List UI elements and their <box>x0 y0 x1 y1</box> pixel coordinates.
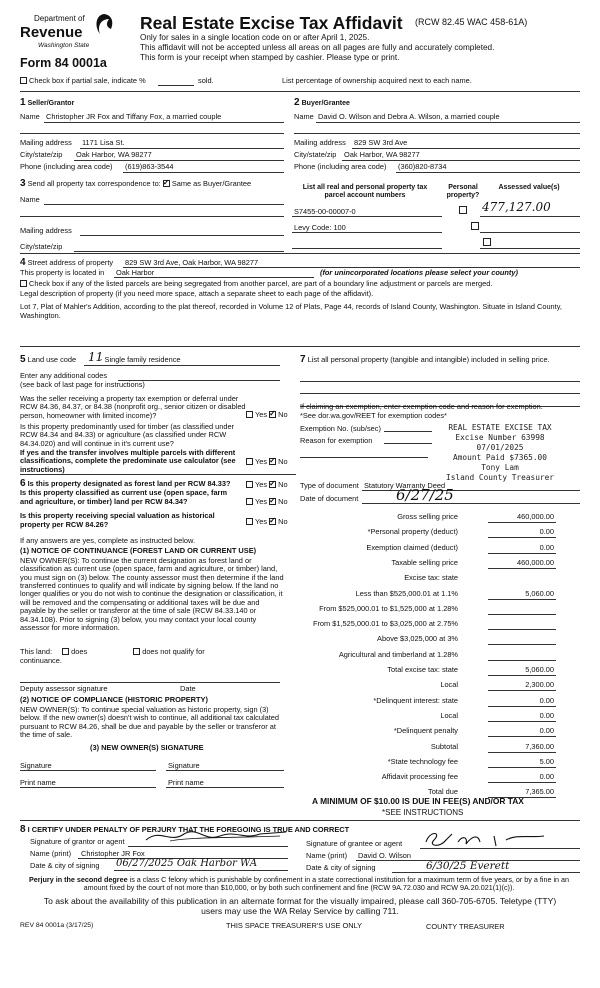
partial-sale-row <box>20 77 146 86</box>
seller-name[interactable]: Christopher JR Fox and Tiffany Fox, a married couple <box>46 112 222 121</box>
unincorporated-note: (for unincorporated locations please select your county) <box>320 268 518 277</box>
partial-sale-label: Check box if partial sale, indicate % <box>29 76 146 85</box>
calc-label: Affidavit processing fee <box>381 772 458 782</box>
document-date-label: Date of document <box>300 494 359 503</box>
land-does-checkbox[interactable] <box>62 648 69 655</box>
section4-num: 4 <box>20 257 26 268</box>
buyer-phone[interactable]: (360)820-8734 <box>398 162 447 171</box>
document-date[interactable]: 6/27/25 <box>396 486 454 504</box>
perjury-bold: Perjury in the second degree <box>28 875 128 884</box>
calc-label: Excise tax: state <box>404 573 458 583</box>
located-label: This property is located in <box>20 268 105 277</box>
calc-label: Above $3,025,000 at 3% <box>377 634 458 644</box>
grantee-name[interactable]: David O. Wilson <box>358 851 411 860</box>
owner-print-label-2: Print name <box>168 778 204 787</box>
historic-yes-checkbox[interactable] <box>246 518 253 525</box>
land-use-code[interactable]: 11 <box>88 350 104 364</box>
current-use-yes-no: Yes ✓ No <box>246 498 288 507</box>
land-use-label: Land use code <box>27 355 77 364</box>
personal-checkbox-2[interactable] <box>471 222 479 230</box>
section5-num: 5 <box>20 354 26 365</box>
grantee-signature[interactable] <box>420 828 560 850</box>
stamp-line6: Island County Treasurer <box>446 473 554 482</box>
street-row <box>20 257 113 269</box>
timber-question: Is this property predominantly used for timber (as classified under RCW 84.34 and 84.33) or agriculture (as classified under RCW 84.34.020) and will continue in it's current use? <box>20 422 235 448</box>
grantor-signature[interactable] <box>140 826 290 846</box>
forest-yes-checkbox[interactable] <box>246 481 253 488</box>
personal-checkbox-3[interactable] <box>483 238 491 246</box>
current-use-no-checkbox[interactable] <box>269 498 276 505</box>
buyer-mail-label: Mailing address <box>294 138 346 147</box>
personal-col-header: Personal property? <box>446 184 480 200</box>
correspondence-row <box>20 178 251 190</box>
header-note1: Only for sales in a single location code on or after April 1, 2025. <box>140 33 370 42</box>
parcel-number-1[interactable]: S7455-00-00007-0 <box>294 207 356 216</box>
grantor-signature-label: Signature of grantor or agent <box>30 837 125 846</box>
legal-description[interactable]: Lot 7, Plat of Mahler's Addition, according to the plat thereof, recorded in Volume 12 of Plats, Page 44, records of Island County, Washington. Situate in Island County, Washington. <box>20 302 562 320</box>
calc-label: Local <box>440 680 458 690</box>
form-number: Form 84 0001a <box>20 56 107 70</box>
forest-question: 6 Is this property designated as forest land per RCW 84.33? <box>20 478 231 489</box>
buyer-city-label: City/state/zip <box>294 150 337 159</box>
seller-phone[interactable]: (619)863-3544 <box>125 162 174 171</box>
land-use-row <box>20 354 76 366</box>
segregation-row <box>20 280 492 289</box>
agency-line2: Revenue <box>20 24 83 41</box>
historic-no-checkbox[interactable] <box>269 518 276 525</box>
calc-value[interactable]: 0.00 <box>539 695 554 705</box>
property-street[interactable]: 829 SW 3rd Ave, Oak Harbor, WA 98277 <box>125 258 259 267</box>
segregation-label: Check box if any of the listed parcels are being segregated from another parcel, are part of a boundary line adjustment or parcels are merged. <box>29 279 493 288</box>
buyer-num: 2 <box>294 97 300 108</box>
buyer-name[interactable]: David O. Wilson and Debra A. Wilson, a married couple <box>318 112 500 121</box>
seller-city-label: City/state/zip <box>20 150 63 159</box>
notice1-title: (1) NOTICE OF CONTINUANCE (FOREST LAND OR CURRENT USE) <box>20 546 257 555</box>
see-instructions: *SEE INSTRUCTIONS <box>382 808 464 817</box>
section6-num: 6 <box>20 478 26 489</box>
land-use-desc: - Single family residence <box>100 355 181 364</box>
calc-label: Agricultural and timberland at 1.28% <box>338 649 458 659</box>
seller-mail[interactable]: 1171 Lisa St. <box>82 138 125 147</box>
certify-label: I CERTIFY UNDER PENALTY OF PERJURY THAT THE FOREGOING IS TRUE AND CORRECT <box>27 825 350 834</box>
agency-line3: Washington State <box>38 42 90 49</box>
parcel-col-header: List all real and personal property tax parcel account numbers <box>302 184 428 200</box>
section3-name-label: Name <box>20 195 40 204</box>
stamp-line3: 07/01/2025 <box>476 443 524 452</box>
calc-value[interactable]: 5.00 <box>539 756 554 766</box>
calc-label: *State technology fee <box>387 756 458 766</box>
grantee-date-city[interactable]: 6/30/25 Everett <box>426 860 510 872</box>
owner-print-label-1: Print name <box>20 778 56 787</box>
timber-no-checkbox[interactable] <box>269 458 276 465</box>
calc-value[interactable]: 0.00 <box>539 726 554 736</box>
partial-sale-checkbox[interactable] <box>20 77 27 84</box>
buyer-name-label: Name <box>294 112 314 121</box>
same-as-buyer-checkbox[interactable] <box>163 180 170 187</box>
timber-multi-parcel: If yes and the transfer involves multiple parcels with different classifications, complete the predominate use calculator (see instructions) <box>20 448 236 474</box>
treasurer-use-label: THIS SPACE TREASURER'S USE ONLY <box>226 921 363 930</box>
calc-label: Gross selling price <box>397 512 458 521</box>
dor-swirl-icon <box>92 12 116 40</box>
historic-yes-no: Yes ✓ No <box>246 518 288 527</box>
calc-label: From $525,000.01 to $1,525,000 at 1.28% <box>319 603 458 613</box>
stamp-line4: Amount Paid $7365.00 <box>453 453 547 462</box>
perjury-notice <box>18 876 580 893</box>
calc-value[interactable]: 7,365.00 <box>525 787 554 797</box>
treasurer-stamp <box>430 423 570 483</box>
timber-yes-no: Yes ✓ No <box>246 458 288 467</box>
seller-name-label: Name <box>20 112 40 121</box>
forest-no-checkbox[interactable] <box>269 481 276 488</box>
minimum-note: A MINIMUM OF $10.00 IS DUE IN FEE(S) AND/OR TAX <box>312 796 524 806</box>
form-citation: (RCW 82.45 WAC 458-61A) <box>415 17 528 27</box>
document-type-label: Type of document <box>300 481 359 490</box>
grantee-name-label: Name (print) <box>306 851 348 860</box>
buyer-heading <box>294 97 350 109</box>
calc-label: Less than $525,000.01 at 1.1% <box>355 588 458 598</box>
deputy-date-label: Date <box>180 684 196 693</box>
if-yes-note: If any answers are yes, complete as instructed below. <box>20 536 195 545</box>
street-label: Street address of property <box>27 258 114 267</box>
seller-mail-label: Mailing address <box>20 138 72 147</box>
stamp-line5: Tony Lam <box>481 463 519 472</box>
calc-value[interactable]: 5,060.00 <box>525 665 554 674</box>
same-as-buyer-label: Same as Buyer/Grantee <box>171 179 252 188</box>
continuance-label: continuance. <box>20 656 62 665</box>
section8-num: 8 <box>20 824 26 835</box>
buyer-heading-label: Buyer/Grantee <box>301 100 350 107</box>
seller-phone-label: Phone (including area code) <box>20 162 113 171</box>
seller-num: 1 <box>20 97 26 108</box>
grantor-name[interactable]: Christopher JR Fox <box>81 849 145 858</box>
personal-property-label: 7 List all personal property (tangible and intangible) included in selling price. <box>300 354 550 365</box>
buyer-phone-label: Phone (including area code) <box>294 162 387 171</box>
partial-sold-label: sold. <box>198 76 214 85</box>
exemption-no-checkbox[interactable] <box>269 411 276 418</box>
forest-yes-no: Yes ✓ No <box>246 481 288 490</box>
additional-codes-label: Enter any additional codes <box>20 371 108 380</box>
calc-value[interactable]: 460,000.00 <box>517 512 554 521</box>
owner-signature-label-2: Signature <box>168 761 200 770</box>
perjury-text: is a class C felony which is punishable by confinement in a state correctional institution for a maximum term of five years, or by a fine in an amount fixed by the court of not more than $10,000, or by both such confinement and fine (RCW 9A.72.030 and RCW 9A.20.021(1)(c)). <box>83 875 570 893</box>
timber-yes-checkbox[interactable] <box>246 458 253 465</box>
document-type[interactable]: Statutory Warranty Deed <box>364 481 446 490</box>
grantor-date-city[interactable]: 06/27/2025 Oak Harbor WA <box>116 858 258 869</box>
calc-label: Total due <box>428 787 458 797</box>
dor-logo <box>20 14 120 60</box>
assessed-value-1[interactable]: 477,127.00 <box>482 200 551 214</box>
seller-city[interactable]: Oak Harbor, WA 98277 <box>76 150 152 159</box>
buyer-city[interactable]: Oak Harbor, WA 98277 <box>344 150 420 159</box>
notice3-title: (3) NEW OWNER(S) SIGNATURE <box>90 743 204 752</box>
stamp-line1: REAL ESTATE EXCISE TAX <box>448 423 552 432</box>
legal-label: Legal description of property (if you need more space, attach a separate sheet to each page of the affidavit). <box>20 289 374 298</box>
calc-label: From $1,525,000.01 to $3,025,000 at 2.75% <box>312 619 458 629</box>
calc-value[interactable]: 0.00 <box>539 710 554 720</box>
county-treasurer-label: COUNTY TREASURER <box>426 922 505 931</box>
revision-label: REV 84 0001a (3/17/25) <box>20 922 94 929</box>
calc-value[interactable]: 0.00 <box>539 542 554 552</box>
alternate-format-note: To ask about the availability of this publication in an alternate format for the visually impaired, please call 360-705-6705. Teletype (TTY) users may use the WA Relay Service by calling 711. <box>43 896 557 916</box>
calc-label: Total excise tax: state <box>387 665 458 674</box>
form-title: Real Estate Excise Tax Affidavit <box>140 13 403 33</box>
calc-value[interactable]: 0.00 <box>539 527 554 537</box>
grantor-name-label: Name (print) <box>30 849 72 858</box>
calc-value[interactable]: 7,360.00 <box>525 741 554 751</box>
agency-line1: Department of <box>34 14 85 23</box>
calc-value[interactable]: 2,300.00 <box>525 680 554 690</box>
additional-codes-note: (see back of last page for instructions) <box>20 380 145 389</box>
stamp-line2: Excise Number 63998 <box>455 433 545 442</box>
calc-label: Subtotal <box>430 741 458 751</box>
historic-question: Is this property receiving special valuation as historical property per RCW 84.26? <box>20 511 215 529</box>
correspondence-label: Send all property tax correspondence to: <box>27 179 161 188</box>
seller-heading <box>20 97 74 109</box>
calc-value[interactable]: 5,060.00 <box>525 588 554 598</box>
grantee-signature-label: Signature of grantee or agent <box>306 839 403 848</box>
calc-label: Taxable selling price <box>391 557 458 567</box>
current-use-question: Is this property classified as current use (open space, farm and agriculture, or timber) land per RCW 84.34? <box>20 488 228 506</box>
segregation-checkbox[interactable] <box>20 280 27 287</box>
header-note2: This affidavit will not be accepted unless all areas on all pages are fully and accurately completed. <box>140 43 495 52</box>
exemption-number-label: Exemption No. (sub/sec) <box>300 424 381 433</box>
section3-city-label: City/state/zip <box>20 242 63 251</box>
land-does-not-checkbox[interactable] <box>133 648 140 655</box>
grantee-date-label: Date & city of signing <box>306 863 376 872</box>
buyer-mail[interactable]: 829 SW 3rd Ave <box>354 138 408 147</box>
exemption-yes-no: Yes ✓ No <box>246 411 288 420</box>
grantor-date-label: Date & city of signing <box>30 861 100 870</box>
deputy-signature-label: Deputy assessor signature <box>20 684 108 693</box>
notice2-body: NEW OWNER(S): To continue special valuation as historic property, sign (3) below. If the new owner(s) doesn't wish to continue, all additional tax calculated pursuant to RCW 84.26, shall be due and payable by the seller or transferor at the time of sale. <box>20 705 280 740</box>
notice1-body: NEW OWNER(S): To continue the current designation as forest land or classification as current use (open space, farm and agriculture, or timber) land, you must sign on (3) below. The county assessor must then determine if the land transferred continues to qualify and will indicate by signing below. If the land no longer qualifies or you do not wish to continue the designation or classification, it will be removed and the compensating or additional taxes will be due and payable by the seller or transferor at the time of sale (RCW 84.33.140 or 84.34.108). Prior to signing (3) below, you may contact your local county assessor for more information. <box>20 556 284 632</box>
exemption-yes-checkbox[interactable] <box>246 411 253 418</box>
section7-num: 7 <box>300 354 306 365</box>
notice2-title: (2) NOTICE OF COMPLIANCE (HISTORIC PROPERTY) <box>20 695 208 704</box>
calc-label: *Personal property (deduct) <box>367 527 458 537</box>
owner-signature-label-1: Signature <box>20 761 52 770</box>
calc-label: *Delinquent penalty <box>393 726 458 736</box>
exemption-reason-label: Reason for exemption <box>300 436 373 445</box>
current-use-yes-checkbox[interactable] <box>246 498 253 505</box>
calc-label: Local <box>440 710 458 720</box>
exemption-question: Was the seller receiving a property tax exemption or deferral under RCW 84.36, 84.37, or 84.38 (nonprofit org., senior citizen or disabled person, homeowner with limited income)? <box>20 394 246 420</box>
section3-mail-label: Mailing address <box>20 226 72 235</box>
section3-num: 3 <box>20 178 26 189</box>
partial-right-note: List percentage of ownership acquired next to each name. <box>282 76 472 85</box>
calc-label: Exemption claimed (deduct) <box>366 542 458 552</box>
calc-value[interactable]: 0.00 <box>539 772 554 782</box>
seller-heading-label: Seller/Grantor <box>27 100 75 107</box>
personal-checkbox-1[interactable] <box>459 206 467 214</box>
calc-label: *Delinquent interest: state <box>373 695 458 705</box>
calc-value[interactable]: 460,000.00 <box>517 557 554 567</box>
exemption-instructions: If claiming an exemption, enter exemption code and reason for exemption. *See dor.wa.gov/REET for exemption codes* <box>300 402 543 420</box>
property-location[interactable]: Oak Harbor <box>116 268 155 277</box>
levy-code[interactable]: Levy Code: 100 <box>294 223 346 232</box>
header-note3: This form is your receipt when stamped by cashier. Please type or print. <box>140 53 400 62</box>
land-qualify-row: This land: does does not qualify for <box>20 647 205 656</box>
assessed-col-header: Assessed value(s) <box>498 184 560 191</box>
